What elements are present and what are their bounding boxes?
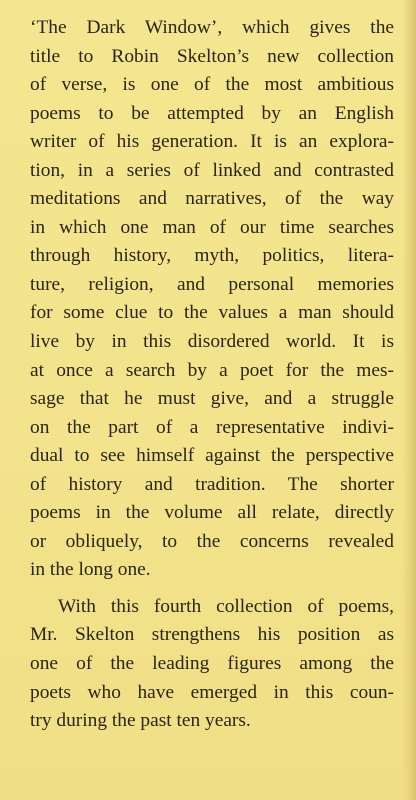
text-line: meditations and narratives, of the way <box>30 188 394 210</box>
text-line: poets who have emerged in this coun- <box>30 681 394 703</box>
text-line: Mr. Skelton strengthens his position as <box>30 624 394 646</box>
page-edge-shadow <box>402 0 416 800</box>
text-line: ture, religion, and personal memories <box>30 273 394 295</box>
text-line: dual to see himself against the perspective <box>30 445 394 467</box>
text-line: live by in this disordered world. It is <box>30 331 394 353</box>
text-line: With this fourth collection of poems, <box>58 595 394 617</box>
text-line: poems in the volume all relate, directly <box>30 502 394 524</box>
blurb-text <box>30 14 394 736</box>
text-line: poems to be attempted by an English <box>30 102 394 124</box>
text-line: of verse, is one of the most ambitious <box>30 74 394 96</box>
text-line: on the part of a representative indivi- <box>30 416 394 438</box>
text-line: through history, myth, politics, litera- <box>30 245 394 267</box>
paragraph-gap <box>30 585 394 593</box>
text-line: sage that he must give, and a struggle <box>30 388 394 410</box>
text-line: title to Robin Skelton’s new collection <box>30 45 394 67</box>
text-line: one of the leading figures among the <box>30 653 394 675</box>
text-line: writer of his generation. It is an explora- <box>30 131 394 153</box>
text-line: in the long one. <box>30 559 151 581</box>
text-line: tion, in a series of linked and contrasted <box>30 159 394 181</box>
text-line: ‘The Dark Window’, which gives the <box>30 17 394 38</box>
text-line: at once a search by a poet for the mes- <box>30 359 394 381</box>
text-line: or obliquely, to the concerns revealed <box>30 530 394 552</box>
paragraph-2 <box>30 593 394 736</box>
text-line: of history and tradition. The shorter <box>30 473 394 495</box>
text-line: try during the past ten years. <box>30 710 251 732</box>
paragraph-1 <box>30 14 394 585</box>
text-line: in which one man of our time searches <box>30 216 394 238</box>
text-line: for some clue to the values a man should <box>30 302 394 324</box>
